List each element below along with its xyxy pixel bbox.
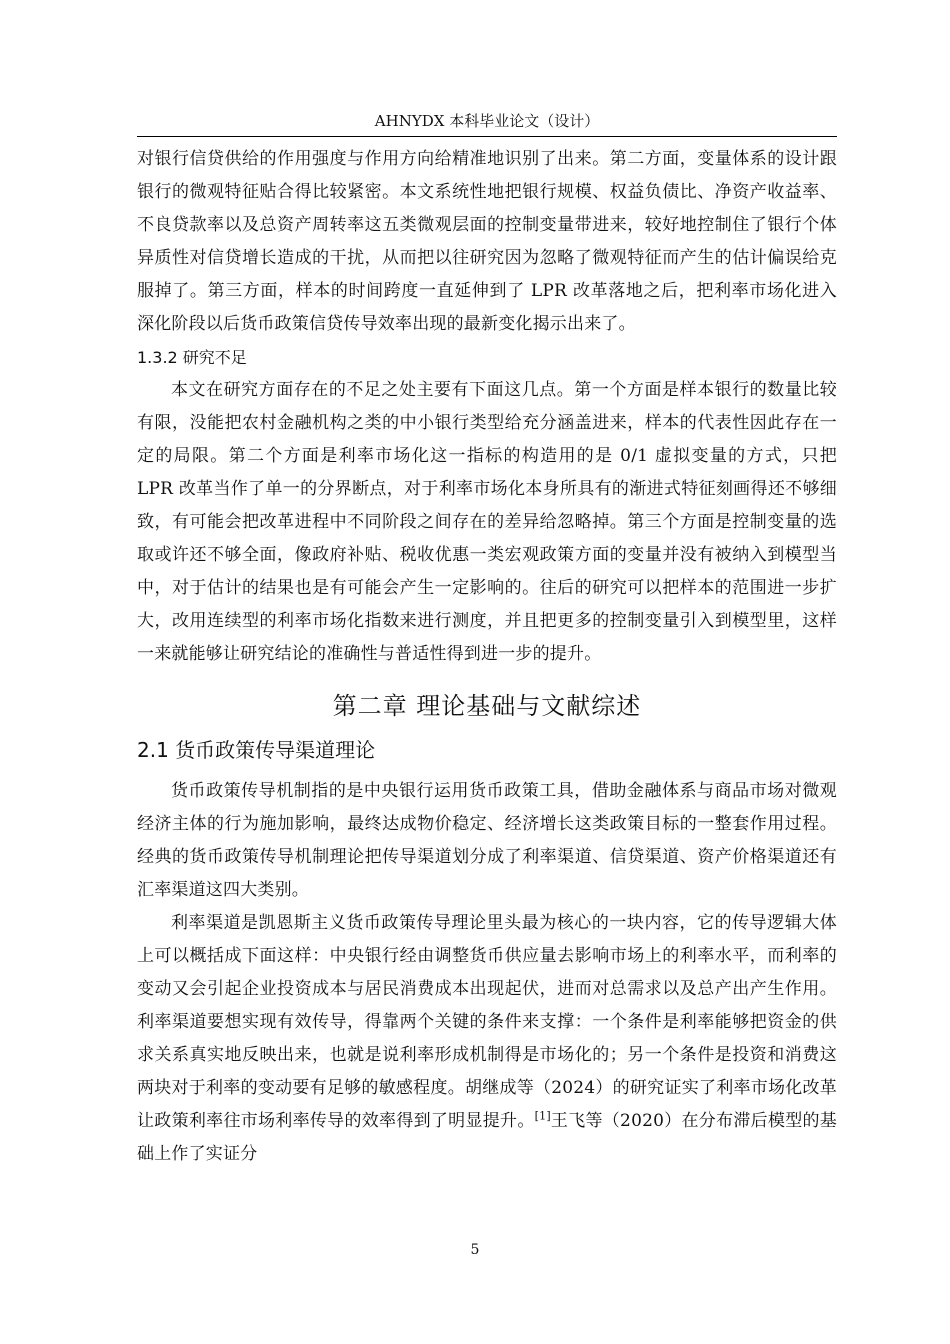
paragraph-text-part-a: 利率渠道是凯恩斯主义货币政策传导理论里头最为核心的一块内容，它的传导逻辑大体上可以概括成下面这样：中央银行经由调整货币供应量去影响市场上的利率水平，而利率的变动又会引起企业投资成本与居民消费成本出现起伏，进而对总需求以及总产出产生作用。利率渠道要想实现有效传导，得靠两个关键的条件来支撑：一个条件是利率能够把资金的供求关系真实地反映出来，也就是说利率形成机制得是市场化的；另一个条件是投资和消费这两块对于利率的变动要有足够的敏感程度。胡继成等（2024）的研究证实了利率市场化改革让政策利率往市场利率传导的效率得到了明显提升。 [137,913,837,1131]
paragraph-interest-rate-channel [137,907,837,1171]
chapter-title: 第二章 理论基础与文献综述 [332,692,642,720]
body-content [137,143,837,1171]
section-heading-2-1: 2.1 货币政策传导渠道理论 [137,738,376,762]
paragraph-continued: 对银行信贷供给的作用强度与作用方向给精准地识别了出来。第二方面，变量体系的设计跟银行的微观特征贴合得比较紧密。本文系统性地把银行规模、权益负债比、净资产收益率、不良贷款率以及总资产周转率这五类微观层面的控制变量带进来，较好地控制住了银行个体异质性对信贷增长造成的干扰，从而把以往研究因为忽略了微观特征而产生的估计偏误给克服掉了。第三方面，样本的时间跨度一直延伸到了 LPR 改革落地之后，把利率市场化进入深化阶段以后货币政策信贷传导效率出现的最新变化揭示出来了。 [137,149,837,334]
section-heading-1-3-2: 1.3.2 研究不足 [137,348,247,367]
header-divider [137,136,837,137]
citation-ref-1[interactable]: [1] [534,1109,551,1123]
paragraph-transmission-mechanism: 货币政策传导机制指的是中央银行运用货币政策工具，借助金融体系与商品市场对微观经济主体的行为施加影响，最终达成物价稳定、经济增长这类政策目标的一整套作用过程。经典的货币政策传导机制理论把传导渠道划分成了利率渠道、信贷渠道、资产价格渠道还有汇率渠道这四大类别。 [137,781,837,900]
paragraph-limitations: 本文在研究方面存在的不足之处主要有下面这几点。第一个方面是样本银行的数量比较有限，没能把农村金融机构之类的中小银行类型给充分涵盖进来，样本的代表性因此存在一定的局限。第二个方面是利率市场化这一指标的构造用的是 0/1 虚拟变量的方式，只把 LPR 改革当作了单一的分界断点，对于利率市场化本身所具有的渐进式特征刻画得还不够细致，有可能会把改革进程中不同阶段之间存在的差异给忽略掉。第三个方面是控制变量的选取或许还不够全面，像政府补贴、税收优惠一类宏观政策方面的变量并没有被纳入到模型当中，对于估计的结果也是有可能会产生一定影响的。往后的研究可以把样本的范围进一步扩大，改用连续型的利率市场化指数来进行测度，并且把更多的控制变量引入到模型里，这样一来就能够让研究结论的准确性与普适性得到进一步的提升。 [137,380,837,664]
running-header: AHNYDX 本科毕业论文（设计） [374,112,600,130]
paragraph-text-part-b: 王飞等（2020）在分布滞后模型的基础上作了实证分 [137,1111,837,1164]
page-number: 5 [470,1242,480,1258]
